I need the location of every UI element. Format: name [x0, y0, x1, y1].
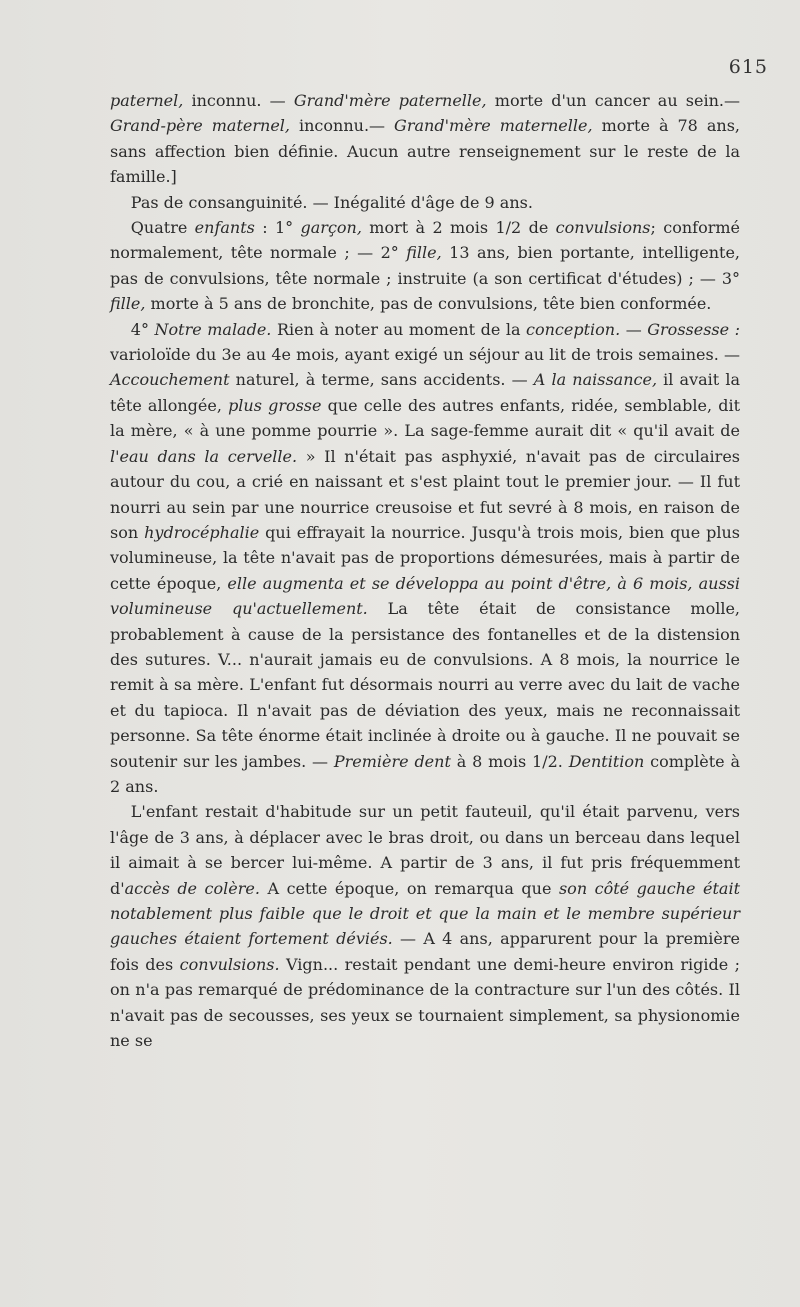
page-number: 615 [728, 56, 768, 78]
text-run: » Il n'était pas asphyxié, n'avait pas de circulaires autour du cou, a crié en naissant et s'est plaint tout le premier jour. — Il fut nourri au sein par une nourrice creusoise et fut sevré à 8 mois, en raison de son [110, 446, 740, 542]
italic-run: conception. [526, 319, 621, 339]
text-run: morte d'un cancer au sein.— [486, 91, 740, 110]
italic-run: Dentition [568, 751, 645, 771]
italic-run: A la naissance, [533, 370, 658, 390]
text-run: : 1° [254, 218, 301, 238]
italic-run: accès de colère. [124, 878, 260, 898]
text-run: varioloïde du 3e au 4e mois, ayant exigé un séjour au lit de trois semaines. — [110, 345, 740, 365]
paragraph [110, 799, 740, 1053]
body-text [110, 88, 740, 1053]
paragraph [110, 190, 740, 215]
text-run: 4° [130, 319, 155, 339]
italic-run: Accouchement [110, 370, 230, 390]
text-run: Rien à noter au moment de la [271, 319, 527, 339]
text-run: 13 ans, bien portante, intelligente, pas de convulsions, tête normale ; instruite (a son certificat d'études) ; — 3° [110, 243, 741, 288]
text-run: Vign... restait pendant une demi-heure environ rigide ; on n'a pas remarqué de prédominance de la contracture sur l'un des côtés. Il n'avait pas de secousses, ses yeux se tournaient simplement, sa physionomie ne se [110, 954, 740, 1051]
paragraph [110, 88, 740, 190]
text-run: Pas de consanguinité. — Inégalité d'âge de 9 ans. [130, 192, 533, 212]
text-run: mort à 2 mois 1/2 de [361, 218, 556, 238]
paragraph [110, 317, 740, 800]
text-run: il avait la tête allongée, [110, 370, 741, 415]
text-run: que celle des autres enfants, ridée, semblable, dit la mère, « à une pomme pourrie ». La sage-femme aurait dit « qu'il avait de [110, 395, 741, 441]
italic-run: l'eau dans la cervelle. [110, 446, 298, 466]
text-run: naturel, à terme, sans accidents. — [229, 370, 534, 390]
italic-run: Grand'mère paternelle, [293, 91, 487, 110]
italic-run: son côté gauche était notablement plus faible que le droit et que la main et le membre supérieur gauches étaient fortement déviés. [110, 878, 741, 949]
italic-run: paternel, [110, 91, 184, 110]
italic-run: garçon, [300, 218, 362, 238]
italic-run: fille, [406, 243, 442, 263]
text-run: inconnu.— [290, 116, 395, 136]
italic-run: Grossesse : [647, 319, 741, 339]
text-run: — A 4 ans, apparurent pour la première fois des [110, 929, 741, 974]
italic-run: convulsions. [179, 954, 280, 974]
italic-run: convulsions [555, 218, 651, 238]
paragraph [110, 215, 740, 317]
italic-run: hydrocéphalie [144, 522, 260, 542]
italic-run: Grand'mère maternelle, [394, 116, 593, 136]
text-run: morte à 5 ans de bronchite, pas de convulsions, tête bien conformée. [145, 294, 712, 314]
text-run: à 8 mois 1/2. [450, 751, 569, 771]
text-run: — [620, 319, 648, 339]
text-run: ; conformé normalement, tête normale ; — 2° [110, 218, 741, 263]
text-run: La tête était de consistance molle, probablement à cause de la persistance des fontanelles et de la distension des sutures. V... n'aurait jamais eu de convulsions. A 8 mois, la nourrice le remit à sa mère. L'enfant fut désormais nourri au verre avec du lait de vache et du tapioca. Il n'avait pas de déviation des yeux, mais ne reconnaissait personne. Sa tête énorme était inclinée à droite ou à gauche. Il ne pouvait se soutenir sur les jambes. — [110, 599, 740, 771]
text-run: L'enfant restait d'habitude sur un petit fauteuil, qu'il était parvenu, vers l'âge de 3 ans, à déplacer avec le bras droit, ou dans un berceau dans lequel il aimait à se bercer lui-même. A partir de 3 ans, il fut pris fréquemment d' [110, 802, 740, 898]
text-run: morte à 78 ans, sans affection bien définie. Aucun autre renseignement sur le reste de la famille.] [110, 116, 741, 187]
text-run: Quatre [130, 218, 195, 238]
italic-run: Première dent [333, 751, 451, 771]
text-run: qui effrayait la nourrice. Jusqu'à trois mois, bien que plus volumineuse, la tête n'avait pas de proportions démesurées, mais à partir de cette époque, [110, 522, 741, 593]
italic-run: fille, [110, 294, 146, 314]
italic-run: plus grosse [228, 395, 322, 415]
text-run: complète à 2 ans. [110, 751, 740, 796]
italic-run: enfants [194, 218, 255, 238]
italic-run: Grand-père maternel, [110, 116, 290, 136]
text-run: A cette époque, on remarqua que [259, 878, 559, 898]
italic-run: Notre malade. [154, 319, 272, 339]
italic-run: elle augmenta et se développa au point d'être, à 6 mois, aussi volumineuse qu'actuellement. [110, 573, 740, 619]
text-run: inconnu. — [183, 91, 294, 110]
